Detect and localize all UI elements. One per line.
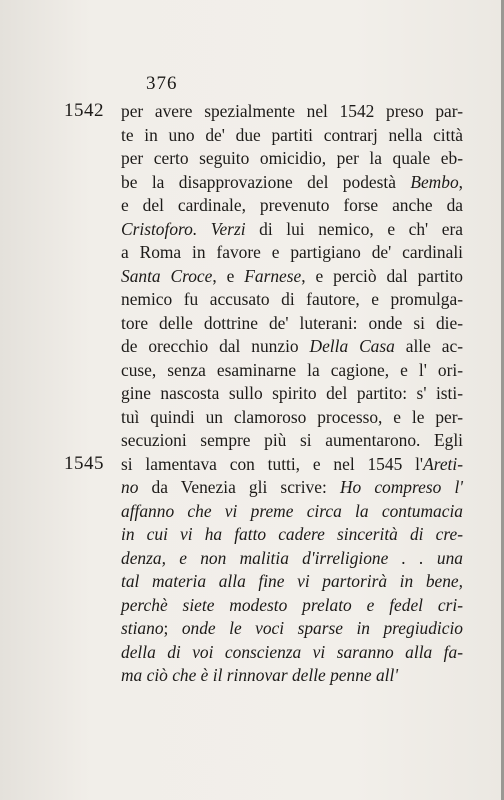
text-run: a Roma in favore e partigiano de' cardinali [121,242,463,262]
text-run: tore delle dottrine de' luterani: onde si die- [121,312,463,333]
text-line [121,124,463,148]
italic-text: Cristoforo. Verzi [121,218,246,239]
text-line [121,547,463,571]
text-run: per avere spezialmente nel 1542 preso par- [121,101,463,121]
text-run: da Venezia gli scrive: [138,477,340,497]
text-line [121,218,463,242]
text-line [121,100,463,124]
text-line [121,523,463,547]
text-run: per certo seguito omicidio, per la quale eb- [121,148,463,168]
text-line [121,241,463,265]
italic-text: denza, e non malitia d'irreligione . . una [121,547,463,568]
text-run: di lui nemico, e ch' era [245,218,463,239]
body-text [121,100,463,688]
text-line [121,476,463,500]
text-run: nemico fu accusato di fautore, e promulga- [121,289,463,309]
text-line [121,594,463,618]
text-line [121,617,463,641]
text-run: si lamentava con tutti, e nel 1545 l' [121,453,424,474]
italic-text: ma ciò che è il rinnovar delle penne all' [121,665,399,685]
text-line [121,288,463,312]
text-run: , [458,171,463,192]
text-line [121,312,463,336]
text-run: cuse, senza esaminarne la cagione, e l' ori- [121,359,463,380]
italic-text: no [121,477,139,497]
text-run: tuì quindi un clamoroso processo, e le per- [121,406,463,427]
text-line [121,453,463,477]
text-run: secuzioni sempre più si aumentarono. Egli [121,430,463,450]
text-run: ; [163,618,182,638]
margin-year-1545: 1545 [64,453,104,474]
text-line [121,382,463,406]
italic-text: Ho compreso l' [339,477,463,497]
text-line [121,335,463,359]
text-line [121,641,463,665]
text-line [121,147,463,171]
italic-text: Areti- [423,453,463,474]
text-run: be la disapprovazione del podestà [121,171,411,192]
italic-text: Farnese [244,265,302,286]
text-line [121,194,463,218]
text-line [121,406,463,430]
text-line [121,265,463,289]
italic-text: affanno che vi preme circa la contumacia [121,500,463,521]
page-number: 376 [146,73,178,94]
italic-text: stiano [121,618,164,638]
text-line [121,664,463,688]
italic-text: Della Casa [309,336,395,356]
italic-text: della di voi conscienza vi saranno alla fa- [121,641,463,662]
text-run: , e perciò dal partito [301,265,463,286]
text-run: gine nascosta sullo spirito del partito: s' isti- [121,383,463,403]
text-run: alle ac- [394,336,463,356]
italic-text: onde le voci sparse in pregiudicio [181,618,463,638]
italic-text: tal materia alla fine vi partorirà in bene, [121,571,463,591]
italic-text: in cui vi ha fatto cadere sincerità di cre- [121,524,463,544]
text-run: , e [212,265,245,286]
text-run: te in uno de' due partiti contrarj nella città [121,124,463,145]
text-line [121,570,463,594]
text-line [121,359,463,383]
text-run: e del cardinale, prevenuto forse anche da [121,195,463,215]
margin-year-1542: 1542 [64,100,104,121]
text-run: de orecchio dal nunzio [121,336,310,356]
text-line [121,171,463,195]
italic-text: Bembo [410,171,459,192]
text-line [121,500,463,524]
italic-text: perchè siete modesto prelato e fedel cri- [121,594,463,615]
italic-text: Santa Croce [121,265,213,286]
text-line [121,429,463,453]
